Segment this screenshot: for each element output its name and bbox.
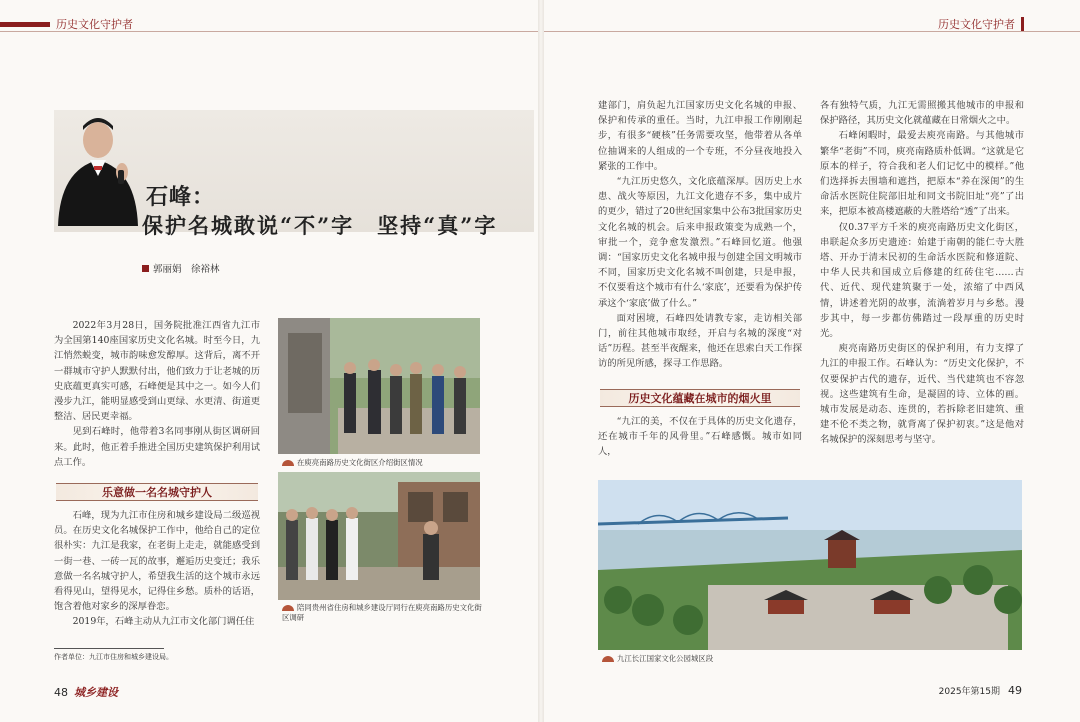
paragraph: 庾亮南路历史街区的保护利用，有力支撑了九江的申报工作。石峰认为：“历史文化保护，不仅要保护古代的遗存，近代、当代建筑也不容忽视。这些建筑有生命，是凝固的诗、立体的画。城市发展是动态、连贯的，若拆除老旧建筑、重建不伦不类之物，就背离了保护初衷。”这是他对名城保护的深刻思考与坚守。 xyxy=(820,343,1024,446)
article-title-line2: 保护名城敢说“不”字 坚持“真”字 xyxy=(142,213,498,238)
portrait-photo xyxy=(50,112,142,226)
paragraph: 见到石峰时，他带着3名同事刚从街区调研回来。此时，他正着手推进全国历史建筑保护利用试点工作。 xyxy=(54,426,260,468)
section-label: 历史文化守护者 xyxy=(56,18,133,31)
header-bar xyxy=(0,22,50,27)
footnote-rule xyxy=(54,648,164,649)
paragraph: 各有独特气质，九江无需照搬其他城市的申报和保护路径，其历史文化就蕴藏在日常烟火之中。 xyxy=(820,100,1024,127)
photo-caption xyxy=(282,603,482,623)
author-names: 郭丽娟 徐裕林 xyxy=(153,264,220,275)
left-page-footer xyxy=(54,684,118,700)
research-visit-photo xyxy=(278,472,480,600)
street-tour-photo xyxy=(278,318,480,454)
caption-text: 陪同贵州省住房和城乡建设厅同行在庾亮南路历史文化街区调研 xyxy=(282,603,482,622)
caption-marker-icon xyxy=(602,656,614,662)
middle-column-body xyxy=(598,98,802,372)
right-page-header xyxy=(938,18,1024,30)
left-column-intro xyxy=(54,318,260,470)
left-column-body xyxy=(54,508,260,630)
issue-info: 2025年第15期 xyxy=(938,687,1000,697)
page-number: 49 xyxy=(1008,684,1022,697)
middle-column-body-2 xyxy=(598,414,802,460)
page-gutter xyxy=(538,0,544,722)
paragraph: 仅0.37平方千米的庾亮南路历史文化街区，串联起众多历史遗迹：始建于南朝的能仁寺大胜塔、开办于清末民初的生命活水医院和修道院、中华人民共和国成立后修建的红砖住宅……古代、近代、现代建筑聚于一处，浓缩了中西风情，讲述着光阴的故事，流淌着岁月与乡愁。漫步其中，每一步都仿佛踏过一段厚重的历史时光。 xyxy=(820,221,1024,340)
photo-caption xyxy=(602,654,902,664)
caption-marker-icon xyxy=(282,605,294,611)
magazine-name: 城乡建设 xyxy=(74,686,118,699)
header-rule xyxy=(544,31,1080,32)
right-column-body xyxy=(820,98,1024,448)
byline xyxy=(142,261,220,275)
riverside-park-photo xyxy=(598,480,1022,650)
caption-marker-icon xyxy=(282,460,294,466)
photo-caption xyxy=(282,458,482,468)
section-heading: 历史文化蕴藏在城市的烟火里 xyxy=(600,389,800,407)
header-rule xyxy=(0,31,538,32)
right-page-footer xyxy=(939,684,1022,697)
section-heading: 乐意做一名名城守护人 xyxy=(56,483,258,501)
article-title-line1: 石峰： xyxy=(146,184,216,210)
header-bar xyxy=(1021,17,1024,31)
left-page-header xyxy=(0,18,133,30)
paragraph: 面对困境，石峰四处请教专家，走访相关部门，前往其他城市取经，开启与名城的深度“对话”历程。甚至半夜醒来，他还在思索白天工作探访的所见所感，探寻工作思路。 xyxy=(598,312,802,370)
paragraph: “九江的美，不仅在于具体的历史文化遗存，还在城市千年的风骨里。”石峰感慨。城市如同人， xyxy=(598,416,802,458)
section-label: 历史文化守护者 xyxy=(938,18,1015,31)
paragraph: 2022年3月28日，国务院批准江西省九江市为全国第140座国家历史文化名城。时至今日，九江悄然蜕变，城市韵味愈发醇厚。这背后，离不开一群城市守护人默默付出，他们致力于让老城的历史底蕴更真实可感，石峰便是其中之一。如今人们漫步九江，能明显感受到山更绿、水更清、街道更整洁、居民更幸福。 xyxy=(54,320,260,423)
paragraph: 石峰闲暇时，最爱去庾亮南路。与其他城市繁华“老街”不同，庾亮南路质朴低调。“这就是它原本的样子，符合我和老人们记忆中的模样。”他们选择拆去围墙和遮挡，把原本“养在深闺”的生命活水医院住院部旧址和同文书院旧址“亮”了出来，把原本被高楼遮蔽的大胜塔给“透”了出来。 xyxy=(820,130,1024,218)
caption-text: 在庾亮南路历史文化街区介绍街区情况 xyxy=(297,458,423,467)
paragraph: “九江历史悠久，文化底蕴深厚。因历史上水患、战火等原因，九江文化遗存不多，集中成片的更少，错过了20世纪国家集中公布3批国家历史文化名城的机会。后来申报政策变为成熟一个，审批一个，竞争愈发激烈。”石峰回忆道。他强调：“国家历史文化名城申报与创建全国文明城市不同，国家历史文化名城不叫创建，只是申报，不仅要看这个城市有什么‘家底’，还要看为保护传承这个‘家底’做了什么。” xyxy=(598,176,802,309)
caption-text: 九江长江国家文化公园城区段 xyxy=(617,654,714,663)
byline-marker xyxy=(142,265,149,272)
footnote: 作者单位：九江市住房和城乡建设局。 xyxy=(54,653,173,661)
paragraph: 石峰，现为九江市住房和城乡建设局二级巡视员。在历史文化名城保护工作中，他给自己的定位很朴实：九江是我家，在老街上走走，就能感受到一街一巷、一砖一瓦的故事，邂逅历史变迁；我乐意做一名名城守护人，希望我生活的这个城市永远看得见山，望得见水，记得住乡愁。质朴的话语，饱含着他对家乡的深厚眷恋。 xyxy=(54,510,260,613)
paragraph: 2019年，石峰主动从九江市文化部门调任住 xyxy=(72,616,255,628)
page-number: 48 xyxy=(54,685,68,699)
paragraph: 建部门，肩负起九江国家历史文化名城的申报、保护和传承的重任。当时，九江申报工作刚刚起步，有很多“硬核”任务需要攻坚，他带着从各单位抽调来的人组成的一个专班，不分昼夜地投入紧张的工作中。 xyxy=(598,100,802,172)
